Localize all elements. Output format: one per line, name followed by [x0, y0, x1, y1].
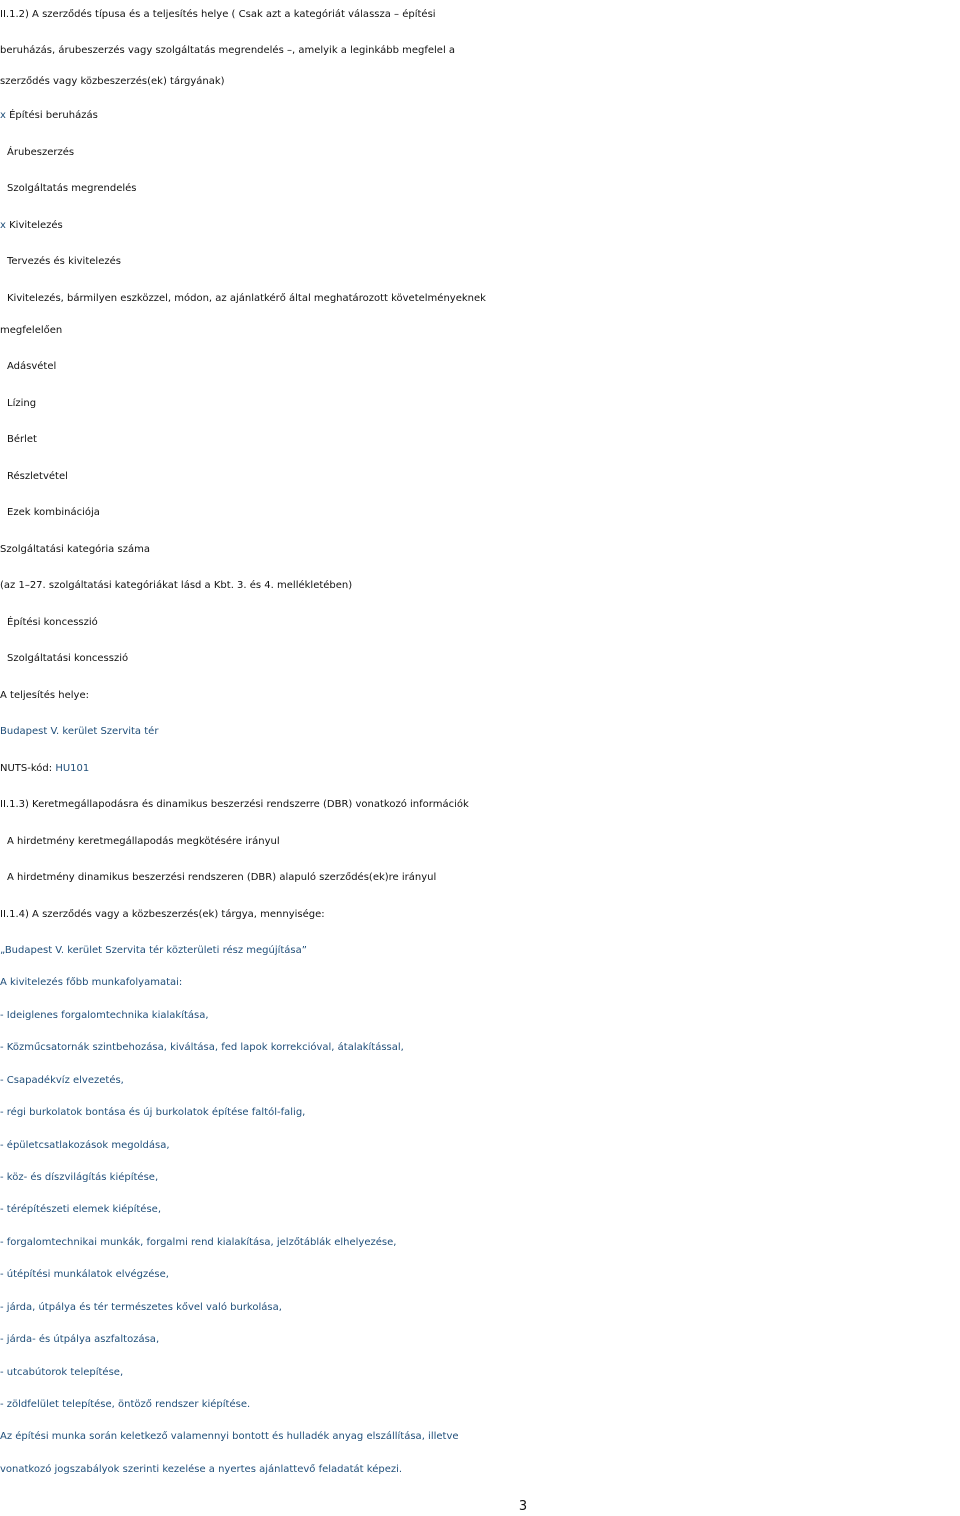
nuts-code [0, 757, 960, 781]
list-item: - járda, útpálya és tér természetes kővel való burkolása, [0, 1302, 282, 1313]
option-szolgaltatasi-koncesszio: Szolgáltatási koncesszió [7, 653, 129, 664]
works-intro: A kivitelezés főbb munkafolyamatai: [0, 977, 183, 988]
teljesites-helye-value: Budapest V. kerület Szervita tér [0, 726, 159, 737]
selected-mark: x [0, 110, 6, 121]
teljesites-helye-label: A teljesítés helye: [0, 690, 89, 701]
list-item: - Közműcsatornák szintbehozása, kiváltása, fed lapok korrekcióval, átalakítással, [0, 1042, 404, 1053]
section-heading-ii13: II.1.3) Keretmegállapodásra és dinamikus beszerzési rendszerre (DBR) vonatkozó információk [0, 799, 469, 810]
option-ezek-kombinacioja: Ezek kombinációja [7, 507, 100, 518]
ii13-option-keretmegallapodas: A hirdetmény keretmegállapodás megkötésére irányul [7, 836, 280, 847]
option-szolgaltatas-megrendeles: Szolgáltatás megrendelés [7, 183, 137, 194]
selected-mark: x [0, 220, 6, 231]
list-item: - épületcsatlakozások megoldása, [0, 1140, 170, 1151]
list-item: - régi burkolatok bontása és új burkolatok építése faltól-falig, [0, 1107, 306, 1118]
list-item: - utcabútorok telepítése, [0, 1367, 124, 1378]
section-heading-ii14: II.1.4) A szerződés vagy a közbeszerzés(ek) tárgya, mennyisége: [0, 909, 325, 920]
subject-title: „Budapest V. kerület Szervita tér közterületi rész megújítása” [0, 945, 307, 956]
option-kivitelezes [0, 214, 960, 238]
option-kivitelezes-barmilyen-line1: Kivitelezés, bármilyen eszközzel, módon, az ajánlatkérő által meghatározott követelményeknek [7, 293, 486, 304]
szolgaltatasi-kategoria-label: Szolgáltatási kategória száma [0, 544, 150, 555]
option-label: Kivitelezés [9, 220, 63, 231]
list-item: - járda- és útpálya aszfaltozása, [0, 1334, 160, 1345]
list-item: - köz- és díszvilágítás kiépítése, [0, 1172, 159, 1183]
option-arubeszerzes: Árubeszerzés [7, 147, 75, 158]
option-reszletvetel: Részletvétel [7, 471, 68, 482]
nuts-label: NUTS-kód: [0, 763, 53, 774]
page-number: 3 [518, 1499, 528, 1514]
option-adasvetel: Adásvétel [7, 361, 57, 372]
section-heading-ii12-line2: beruházás, árubeszerzés vagy szolgáltatás megrendelés –, amelyik a leginkább megfelel a [0, 45, 456, 56]
closing-text-line2: vonatkozó jogszabályok szerinti kezelése a nyertes ajánlattevő feladatát képezi. [0, 1464, 403, 1475]
kategoria-note: (az 1–27. szolgáltatási kategóriákat lásd a Kbt. 3. és 4. mellékletében) [0, 580, 353, 591]
option-label: Építési beruházás [9, 110, 98, 121]
list-item: - térépítészeti elemek kiépítése, [0, 1204, 162, 1215]
section-heading-ii12-line1: II.1.2) A szerződés típusa és a teljesítés helye ( Csak azt a kategóriát válassza – építési [0, 9, 436, 20]
option-tervezes-es-kivitelezes: Tervezés és kivitelezés [7, 256, 121, 267]
page-number-row [0, 1499, 960, 1514]
ii13-option-dbr: A hirdetmény dinamikus beszerzési rendszeren (DBR) alapuló szerződés(ek)re irányul [7, 872, 437, 883]
list-item: - forgalomtechnikai munkák, forgalmi rend kialakítása, jelzőtáblák elhelyezése, [0, 1237, 397, 1248]
option-berlet: Bérlet [7, 434, 37, 445]
list-item: - Ideiglenes forgalomtechnika kialakítása, [0, 1010, 209, 1021]
closing-text-line1: Az építési munka során keletkező valamennyi bontott és hulladék anyag elszállítása, illetve [0, 1431, 459, 1442]
option-lizing: Lízing [7, 398, 37, 409]
list-item: - útépítési munkálatok elvégzése, [0, 1269, 169, 1280]
list-item: - Csapadékvíz elvezetés, [0, 1075, 124, 1086]
list-item: - zöldfelület telepítése, öntöző rendszer kiépítése. [0, 1399, 251, 1410]
option-epitesi-beruhazas [0, 104, 960, 128]
section-heading-ii12-line3: szerződés vagy közbeszerzés(ek) tárgyának) [0, 76, 225, 87]
option-epitesi-koncesszio: Építési koncesszió [7, 617, 98, 628]
nuts-value: HU101 [55, 763, 90, 774]
option-kivitelezes-barmilyen-line2: megfelelően [0, 325, 63, 336]
